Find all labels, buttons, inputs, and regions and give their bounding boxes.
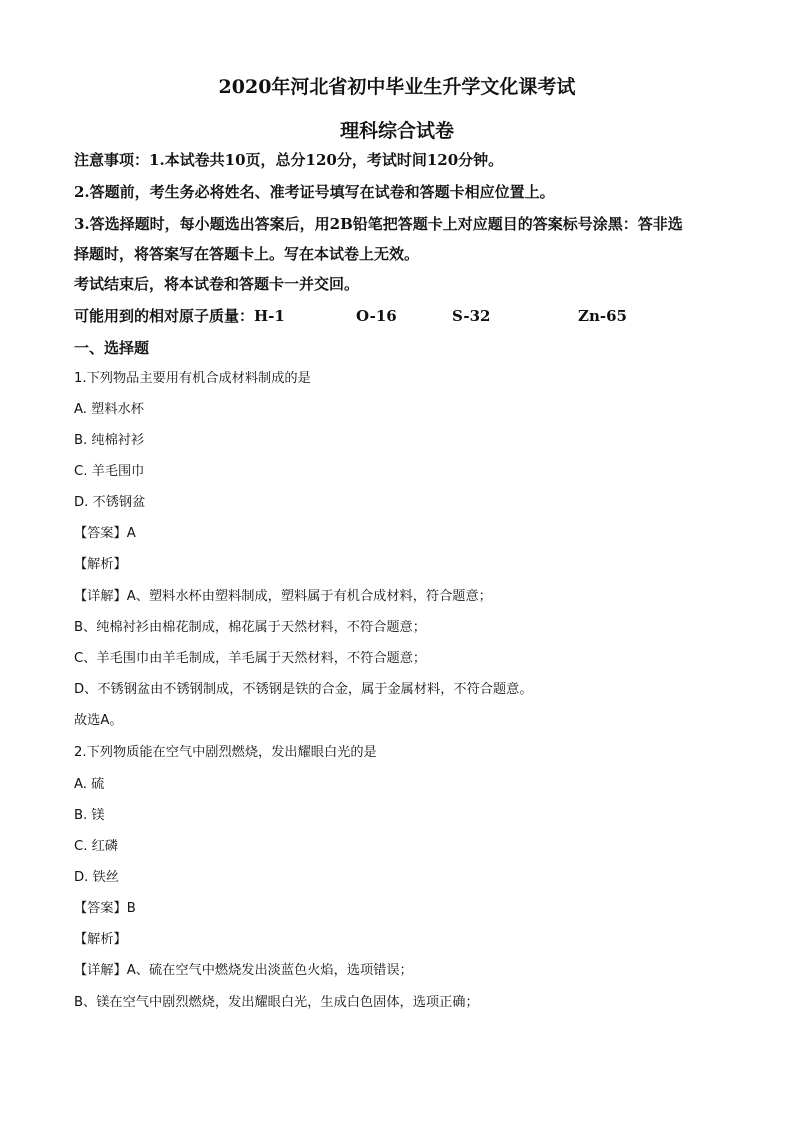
- question-1-answer: 【答案】A: [74, 526, 136, 541]
- question-2-option-d: D. 铁丝: [74, 870, 119, 885]
- question-2-stem: 2.下列物质能在空气中剧烈燃烧，发出耀眼白光的是: [74, 745, 377, 760]
- atomic-mass-oxygen: O-16: [356, 307, 397, 325]
- question-2-detail-b: B、镁在空气中剧烈燃烧，发出耀眼白光，生成白色固体，选项正确；: [74, 995, 479, 1010]
- question-1-option-d: D. 不锈钢盆: [74, 495, 146, 510]
- exam-title: 2020年河北省初中毕业生升学文化课考试: [218, 76, 576, 98]
- question-2-option-b: B. 镁: [74, 808, 105, 823]
- question-1-detail-a: 【详解】A、塑料水杯由塑料制成，塑料属于有机合成材料，符合题意；: [74, 589, 492, 604]
- exam-subtitle: 理科综合试卷: [339, 120, 454, 142]
- question-2-analysis: 【解析】: [74, 932, 127, 947]
- question-2-answer: 【答案】B: [74, 901, 136, 916]
- question-1-detail-c: C、羊毛围巾由羊毛制成，羊毛属于天然材料，不符合题意；: [74, 651, 427, 666]
- atomic-mass-sulfur: S-32: [452, 307, 491, 325]
- question-1-option-a: A. 塑料水杯: [74, 402, 144, 417]
- question-1-conclusion: 故选A。: [74, 713, 123, 728]
- atomic-mass-zinc: Zn-65: [578, 307, 627, 325]
- question-1-option-b: B. 纯棉衬衫: [74, 433, 145, 448]
- question-2-option-c: C. 红磷: [74, 839, 118, 854]
- notes-line-3a: 3.答选择题时，每小题选出答案后，用2B铅笔把答题卡上对应题目的答案标号涂黑：答非选: [74, 215, 683, 233]
- notes-line-2: 2.答题前，考生务必将姓名、准考证号填写在试卷和答题卡相应位置上。: [74, 183, 555, 201]
- question-1-option-c: C. 羊毛围巾: [74, 464, 145, 479]
- notes-line-3b: 择题时，将答案写在答题卡上。写在本试卷上无效。: [74, 245, 420, 263]
- question-1-detail-b: B、纯棉衬衫由棉花制成，棉花属于天然材料，不符合题意；: [74, 620, 426, 635]
- question-2-option-a: A. 硫: [74, 777, 105, 792]
- question-2-detail-a: 【详解】A、硫在空气中燃烧发出淡蓝色火焰，选项错误；: [74, 963, 413, 978]
- notes-line-4: 考试结束后，将本试卷和答题卡一并交回。: [74, 275, 360, 293]
- notes-line-1: 注意事项：1.本试卷共10页，总分120分，考试时间120分钟。: [74, 151, 504, 169]
- atomic-mass-label: 可能用到的相对原子质量：H-1: [74, 307, 285, 325]
- question-1-detail-d: D、不锈钢盆由不锈钢制成，不锈钢是铁的合金，属于金属材料，不符合题意。: [74, 682, 533, 697]
- question-1-analysis: 【解析】: [74, 557, 127, 572]
- section-heading: 一、选择题: [74, 339, 150, 357]
- question-1-stem: 1.下列物品主要用有机合成材料制成的是: [74, 371, 311, 386]
